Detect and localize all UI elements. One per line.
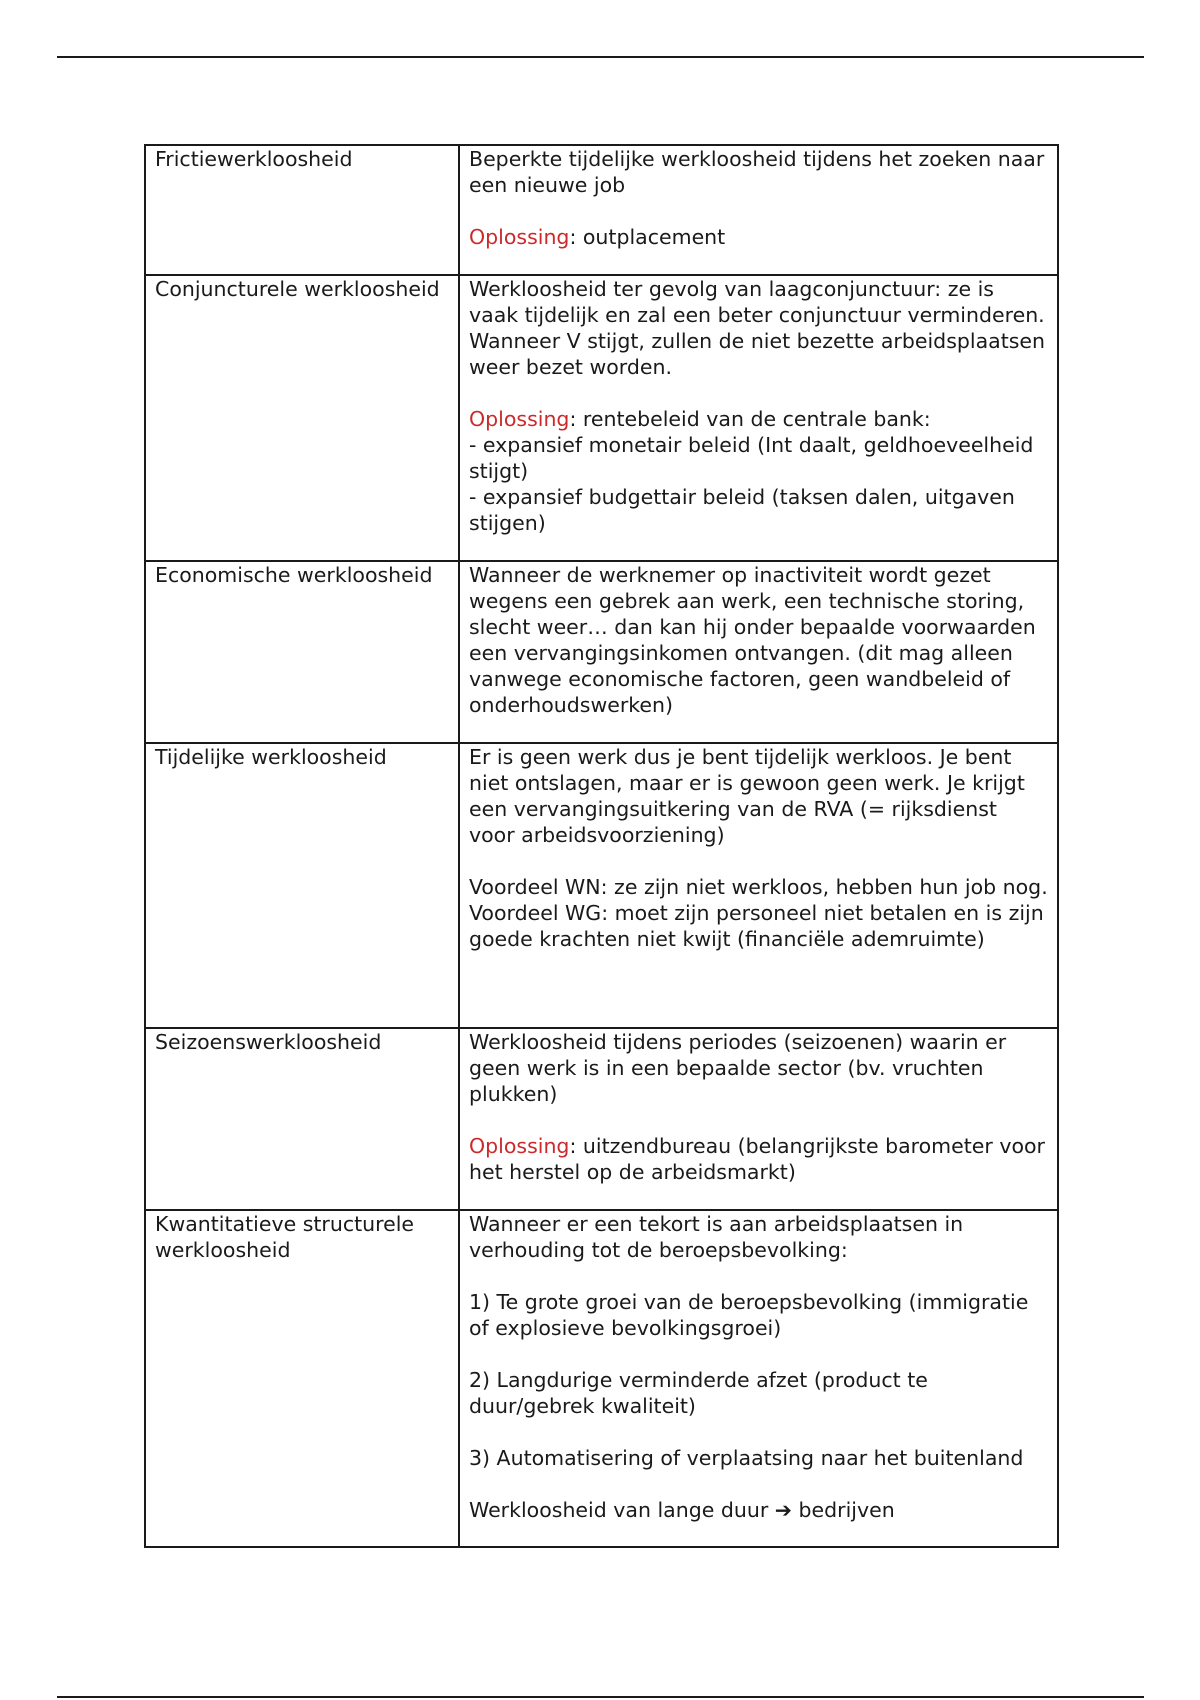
term-cell [145, 1028, 459, 1210]
term-label: Seizoenswerkloosheid [155, 1030, 382, 1054]
footer-rule [57, 1696, 1144, 1698]
solution-bullet: - expansief budgettair beleid (taksen dalen, uitgaven stijgen) [469, 485, 1022, 535]
description-cell [459, 1210, 1058, 1547]
advantage-text: Voordeel WG: moet zijn personeel niet betalen en is zijn goede krachten niet kwijt (financiële ademruimte) [469, 901, 1051, 951]
solution-detail: : outplacement [569, 225, 726, 249]
description-text: Werkloosheid ter gevolg van laagconjunctuur: ze is vaak tijdelijk en zal een beter conjunctuur verminderen. Wanneer V stijgt, zullen de niet bezette arbeidsplaatsen weer bezet worden. [469, 277, 1052, 379]
description-text: Wanneer de werknemer op inactiviteit wordt gezet wegens een gebrek aan werk, een technische storing, slecht weer… dan kan hij onder bepaalde voorwaarden een vervangingsinkomen ontvangen. (dit mag alleen vanwege economische factoren, geen wandbeleid of onderhoudswerken) [469, 563, 1043, 717]
term-label: Kwantitatieve structurele werkloosheid [155, 1212, 421, 1262]
description-cell [459, 1028, 1058, 1210]
solution-detail: : uitzendbureau (belangrijkste barometer voor het herstel op de arbeidsmarkt) [469, 1134, 1052, 1184]
term-cell [145, 275, 459, 561]
table-row [145, 275, 1058, 561]
term-cell [145, 743, 459, 1028]
cause-item: 2) Langdurige verminderde afzet (product te duur/gebrek kwaliteit) [469, 1368, 935, 1418]
description-cell [459, 743, 1058, 1028]
cause-item: 3) Automatisering of verplaatsing naar het buitenland [469, 1446, 1024, 1470]
term-cell [145, 1210, 459, 1547]
solution-detail: : rentebeleid van de centrale bank: [569, 407, 931, 431]
unemployment-types-table [144, 144, 1059, 1548]
advantage-text: Voordeel WN: ze zijn niet werkloos, hebben hun job nog. [469, 875, 1048, 899]
description-text: Er is geen werk dus je bent tijdelijk werkloos. Je bent niet ontslagen, maar er is gewoon geen werk. Je krijgt een vervangingsuitkering van de RVA (= rijksdienst voor arbeidsvoorziening) [469, 745, 1032, 847]
description-text: Werkloosheid tijdens periodes (seizoenen) waarin er geen werk is in een bepaalde sector (bv. vruchten plukken) [469, 1030, 1013, 1106]
solution-text [469, 1133, 1052, 1185]
description-cell [459, 561, 1058, 743]
description-cell [459, 275, 1058, 561]
description-text: Wanneer er een tekort is aan arbeidsplaatsen in verhouding tot de beroepsbevolking: [469, 1212, 970, 1262]
table-row [145, 561, 1058, 743]
cause-item: 1) Te grote groei van de beroepsbevolking (immigratie of explosieve bevolkingsgroei) [469, 1290, 1035, 1340]
solution-label: Oplossing [469, 225, 570, 249]
term-cell [145, 561, 459, 743]
table-row [145, 1028, 1058, 1210]
description-text: Beperkte tijdelijke werkloosheid tijdens het zoeken naar een nieuwe job [469, 147, 1051, 197]
solution-label: Oplossing [469, 1134, 570, 1158]
term-label: Frictiewerkloosheid [155, 147, 353, 171]
header-rule [57, 56, 1144, 58]
solution-text [469, 406, 1049, 432]
term-cell [145, 145, 459, 275]
table-row [145, 743, 1058, 1028]
solution-text [469, 224, 1049, 250]
description-cell [459, 145, 1058, 275]
table-row [145, 145, 1058, 275]
description-text: Werkloosheid van lange duur ➔ bedrijven [469, 1498, 895, 1522]
term-label: Tijdelijke werkloosheid [155, 745, 387, 769]
term-label: Conjuncturele werkloosheid [155, 277, 440, 301]
table-row [145, 1210, 1058, 1547]
solution-bullet: - expansief monetair beleid (Int daalt, geldhoeveelheid stijgt) [469, 433, 1040, 483]
solution-label: Oplossing [469, 407, 570, 431]
term-label: Economische werkloosheid [155, 563, 433, 587]
